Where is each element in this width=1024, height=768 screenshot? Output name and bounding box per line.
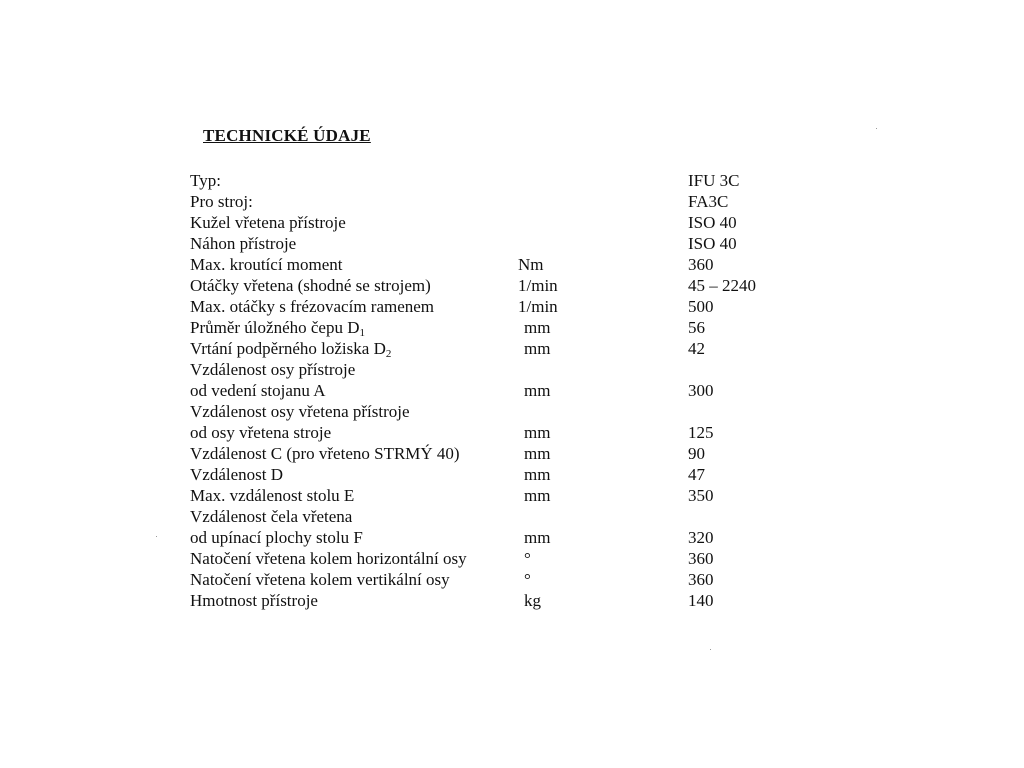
spec-value: 47 (688, 465, 705, 484)
spec-row-drive (190, 233, 790, 254)
spec-row-spindle-axis-distance (190, 422, 790, 443)
spec-unit: 1/min (518, 297, 558, 316)
spec-unit: Nm (518, 255, 544, 274)
spec-label: Typ: (190, 171, 221, 190)
spec-label: od vedení stojanu A (190, 381, 326, 400)
spec-value: 140 (688, 591, 714, 610)
spec-unit: kg (524, 591, 541, 610)
spec-value: ISO 40 (688, 213, 737, 232)
spec-row-axis-distance-heading (190, 359, 790, 380)
spec-unit: ° (524, 570, 531, 589)
spec-label: od osy vřetena stroje (190, 423, 332, 442)
spec-label: Kužel vřetena přístroje (190, 213, 346, 232)
spec-value: 350 (688, 486, 714, 505)
spec-value: 42 (688, 339, 705, 358)
spec-label: Max. kroutící moment (190, 255, 343, 274)
spec-unit: mm (524, 339, 551, 358)
spec-unit: mm (524, 381, 551, 400)
spec-unit: mm (524, 423, 551, 442)
spec-value: 500 (688, 297, 714, 316)
spec-row-spindle-axis-heading (190, 401, 790, 422)
spec-value: IFU 3C (688, 171, 740, 190)
spec-value: 320 (688, 528, 714, 547)
spec-value: 125 (688, 423, 714, 442)
spec-row-max-torque (190, 254, 790, 275)
spec-row-distance-a (190, 380, 790, 401)
spec-unit: mm (524, 444, 551, 463)
spec-value: 45 – 2240 (688, 276, 756, 295)
spec-table (190, 170, 790, 611)
spec-label (190, 338, 391, 359)
spec-unit: ° (524, 549, 531, 568)
spec-label: Max. otáčky s frézovacím ramenem (190, 297, 435, 316)
spec-row-horizontal-rotation (190, 548, 790, 569)
scan-speck (710, 649, 711, 650)
scan-speck (876, 128, 877, 129)
spec-row-distance-c (190, 443, 790, 464)
spec-row-vertical-rotation (190, 569, 790, 590)
spec-value: 360 (688, 255, 714, 274)
spec-row-spindle-face-heading (190, 506, 790, 527)
spec-row-distance-f (190, 527, 790, 548)
spec-label: Vzdálenost čela vřetena (190, 507, 353, 526)
spec-row-max-speed-arm (190, 296, 790, 317)
spec-label: Natočení vřetena kolem vertikální osy (190, 570, 450, 589)
spec-row-spindle-taper (190, 212, 790, 233)
spec-row-machine (190, 191, 790, 212)
spec-value: 56 (688, 318, 705, 337)
spec-unit: mm (524, 486, 551, 505)
spec-label: Náhon přístroje (190, 234, 297, 253)
spec-value: 300 (688, 381, 714, 400)
spec-value: 90 (688, 444, 705, 463)
page-title: TECHNICKÉ ÚDAJE (203, 126, 371, 145)
spec-unit: mm (524, 465, 551, 484)
spec-label: Vzdálenost C (pro vřeteno STRMÝ 40) (190, 444, 460, 463)
spec-label (190, 317, 365, 338)
spec-value: ISO 40 (688, 234, 737, 253)
scan-speck (156, 536, 157, 537)
spec-row-spindle-speed (190, 275, 790, 296)
spec-row-journal-diameter (190, 317, 790, 338)
spec-label: Otáčky vřetena (shodné se strojem) (190, 276, 431, 295)
spec-unit: mm (524, 528, 551, 547)
spec-row-distance-d (190, 464, 790, 485)
spec-row-type (190, 170, 790, 191)
spec-value: 360 (688, 549, 714, 568)
spec-label: Hmotnost přístroje (190, 591, 318, 610)
spec-label: Natočení vřetena kolem horizontální osy (190, 549, 467, 568)
spec-label: Vzdálenost osy vřetena přístroje (190, 402, 410, 421)
spec-label: Vzdálenost D (190, 465, 284, 484)
spec-label: Vzdálenost osy přístroje (190, 360, 356, 379)
spec-label-subscript: 2 (385, 348, 392, 360)
spec-unit: mm (524, 318, 551, 337)
spec-label: od upínací plochy stolu F (190, 528, 363, 547)
spec-row-bearing-bore (190, 338, 790, 359)
spec-row-distance-e (190, 485, 790, 506)
spec-label-subscript: 1 (359, 327, 365, 339)
spec-label: Max. vzdálenost stolu E (190, 486, 355, 505)
spec-row-weight (190, 590, 790, 611)
spec-label-text: Vrtání podpěrného ložiska D (190, 339, 386, 358)
spec-label: Pro stroj: (190, 192, 253, 211)
spec-value: 360 (688, 570, 714, 589)
spec-unit: 1/min (518, 276, 558, 295)
spec-value: FA3C (688, 192, 729, 211)
spec-label-text: Průměr úložného čepu D (190, 318, 360, 337)
